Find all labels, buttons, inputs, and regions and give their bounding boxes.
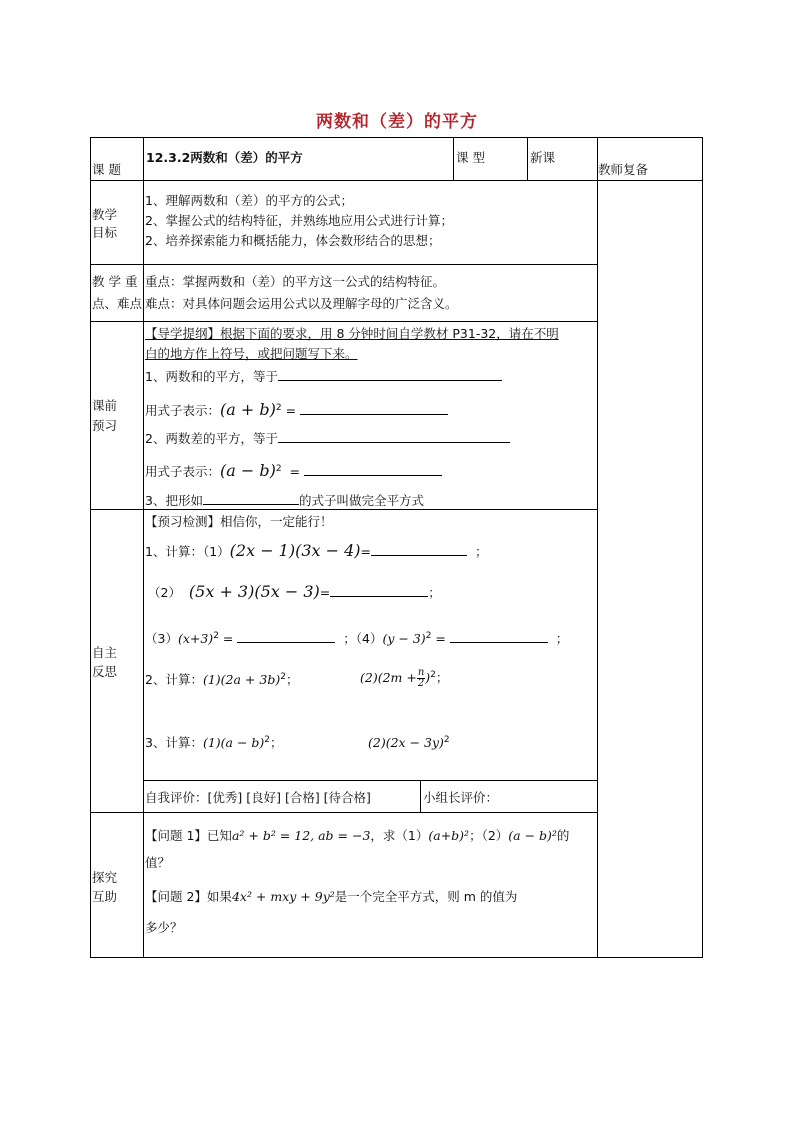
reflect-label: 自主 — [92, 645, 118, 660]
page-title: 两数和（差）的平方 — [316, 112, 478, 132]
keypoints-label-2: 点、难点 — [92, 296, 143, 311]
preview-q3: 3、把形如 的式子叫做完全平方式 — [145, 493, 424, 508]
self-eval: 自我评价：[优秀] [良好] [合格] [待合格] — [145, 790, 371, 805]
problem-1: 【问题 1】已知a² + b² = 12, ab = −3，求（1）(a+b)²；（2）(a − b)²的 — [145, 828, 570, 843]
check-item-3-4: $(3)(x+3)^2$ = ；$(4)(y - 3)^2$ = ； — [145, 631, 569, 647]
explore-label: 探究 — [92, 870, 118, 885]
reflect-label-2: 反思 — [92, 664, 118, 679]
problem-1-cont: 值？ — [145, 855, 171, 870]
calc-item-3b: $(2)(2x - 3y)^2$ — [368, 735, 450, 751]
difficulty-line: 难点：对具体问题会运用公式以及理解字母的广泛含义。 — [145, 296, 458, 311]
explore-label-2: 互助 — [92, 889, 118, 904]
objective-item: 2、掌握公式的结构特征，并熟练地应用公式进行计算； — [145, 213, 453, 228]
preview-q2-expr: 用式子表示：$(a - b)^2$ = — [145, 461, 442, 480]
objectives-label: 教学 — [92, 207, 118, 222]
check-title: 【预习检测】相信你，一定能行！ — [145, 514, 333, 529]
calc-item-3a: 3、计算：$(1)(a - b)^2$； — [145, 735, 283, 751]
preview-label: 课前 — [92, 398, 118, 413]
group-eval: 小组长评价： — [423, 790, 499, 805]
preview-q2: 2、两数差的平方，等于 — [145, 430, 510, 447]
keypoints-label: 教 学 重 — [92, 274, 138, 289]
objective-item: 1、理解两数和（差）的平方的公式； — [145, 193, 353, 208]
problem-2-cont: 多少？ — [145, 920, 183, 935]
objectives-label-2: 目标 — [92, 225, 118, 240]
preview-label-2: 预习 — [92, 418, 118, 433]
calc-item-2a: 2、计算：$(1)(2a + 3b)^2$； — [145, 672, 299, 688]
preview-q1: 1、两数和的平方，等于 — [145, 368, 502, 385]
guide-text-2: 白的地方作上符号，或把问题写下来。 — [145, 346, 358, 361]
guide-text: 【导学提纲】根据下面的要求，用 8 分钟时间自学教材 P31-32，请在不明 — [145, 326, 559, 341]
calc-item-2b: (2)(2m + $\frac{n}{2}$ )$^2$； — [360, 667, 449, 690]
preview-q1-expr: 用式子表示：$(a + b)^2$ = — [145, 400, 448, 419]
type-label: 课 型 — [456, 150, 485, 165]
problem-2: 【问题 2】如果4x² + mxy + 9y²是一个完全平方式，则 m 的值为 — [145, 889, 518, 904]
teacher-note-label: 教师复备 — [598, 162, 649, 177]
topic-label: 课 题 — [92, 162, 121, 177]
type-value: 新课 — [530, 150, 556, 165]
check-item-1: 1、计算：（1）(2x − 1)(3x − 4)= ； — [145, 541, 488, 560]
topic-value: 12.3.2两数和（差）的平方 — [146, 150, 303, 165]
keypoint-line: 重点：掌握两数和（差）的平方这一公式的结构特征。 — [145, 274, 446, 289]
objective-item: 2、培养探索能力和概括能力，体会数形结合的思想； — [145, 233, 441, 248]
check-item-2: （2） (5x + 3)(5x − 3)= ； — [148, 582, 441, 601]
